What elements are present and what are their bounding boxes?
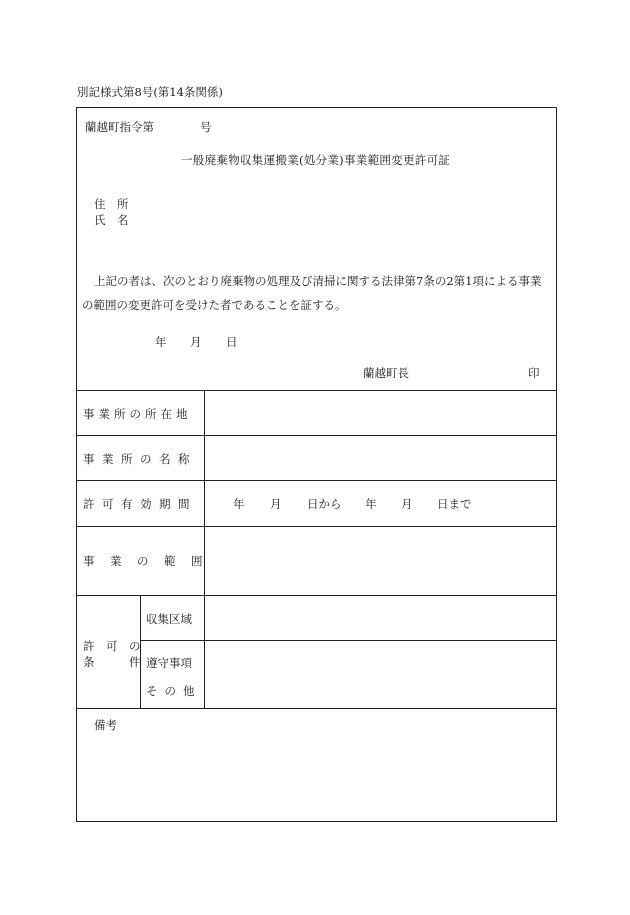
certificate-body-line2: の範囲の変更許可を受けた者であることを証する。	[82, 298, 347, 312]
row-divider	[76, 595, 557, 596]
remarks-label: 備考	[94, 718, 117, 732]
row-divider	[76, 435, 557, 436]
office-location-label: 事業所の所在地	[83, 407, 192, 421]
date-year: 年	[155, 335, 167, 349]
issuer: 蘭越町長	[363, 366, 409, 380]
conditions-label-line2: 条 件	[83, 655, 141, 669]
row-divider	[140, 640, 557, 641]
collection-area-label: 収集区域	[146, 612, 192, 626]
period-year-from: 年	[233, 497, 245, 511]
period-month-to: 月	[401, 497, 413, 511]
other-label: その他	[146, 684, 202, 698]
period-day-from: 日から	[307, 497, 342, 511]
row-divider	[76, 480, 557, 481]
date-day: 日	[226, 335, 238, 349]
name-label: 氏 名	[94, 213, 129, 227]
office-name-label: 事業所の名称	[83, 452, 197, 466]
period-day-to: 日まで	[437, 497, 472, 511]
date-month: 月	[190, 335, 202, 349]
certificate-number-prefix: 蘭越町指令第	[85, 120, 154, 134]
validity-period-label: 許可有効期間	[83, 497, 197, 511]
address-label: 住 所	[94, 197, 129, 211]
compliance-label: 遵守事項	[146, 656, 192, 670]
certificate-title: 一般廃棄物収集運搬業(処分業)事業範囲変更許可証	[181, 153, 451, 167]
certificate-body-line1: 上記の者は、次のとおり廃棄物の処理及び清掃に関する法律第7条の2第1項による事業	[94, 274, 542, 288]
seal-mark: 印	[528, 366, 540, 380]
certificate-number-suffix: 号	[200, 120, 212, 134]
period-month-from: 月	[270, 497, 282, 511]
conditions-label-line1: 許 可 の	[83, 639, 141, 653]
form-caption: 別記様式第8号(第14条関係)	[77, 85, 223, 99]
row-divider	[76, 390, 557, 391]
column-divider	[204, 390, 205, 708]
row-divider	[76, 526, 557, 527]
row-divider	[76, 708, 557, 709]
period-year-to: 年	[365, 497, 377, 511]
business-scope-label: 事業の範囲	[83, 554, 218, 568]
